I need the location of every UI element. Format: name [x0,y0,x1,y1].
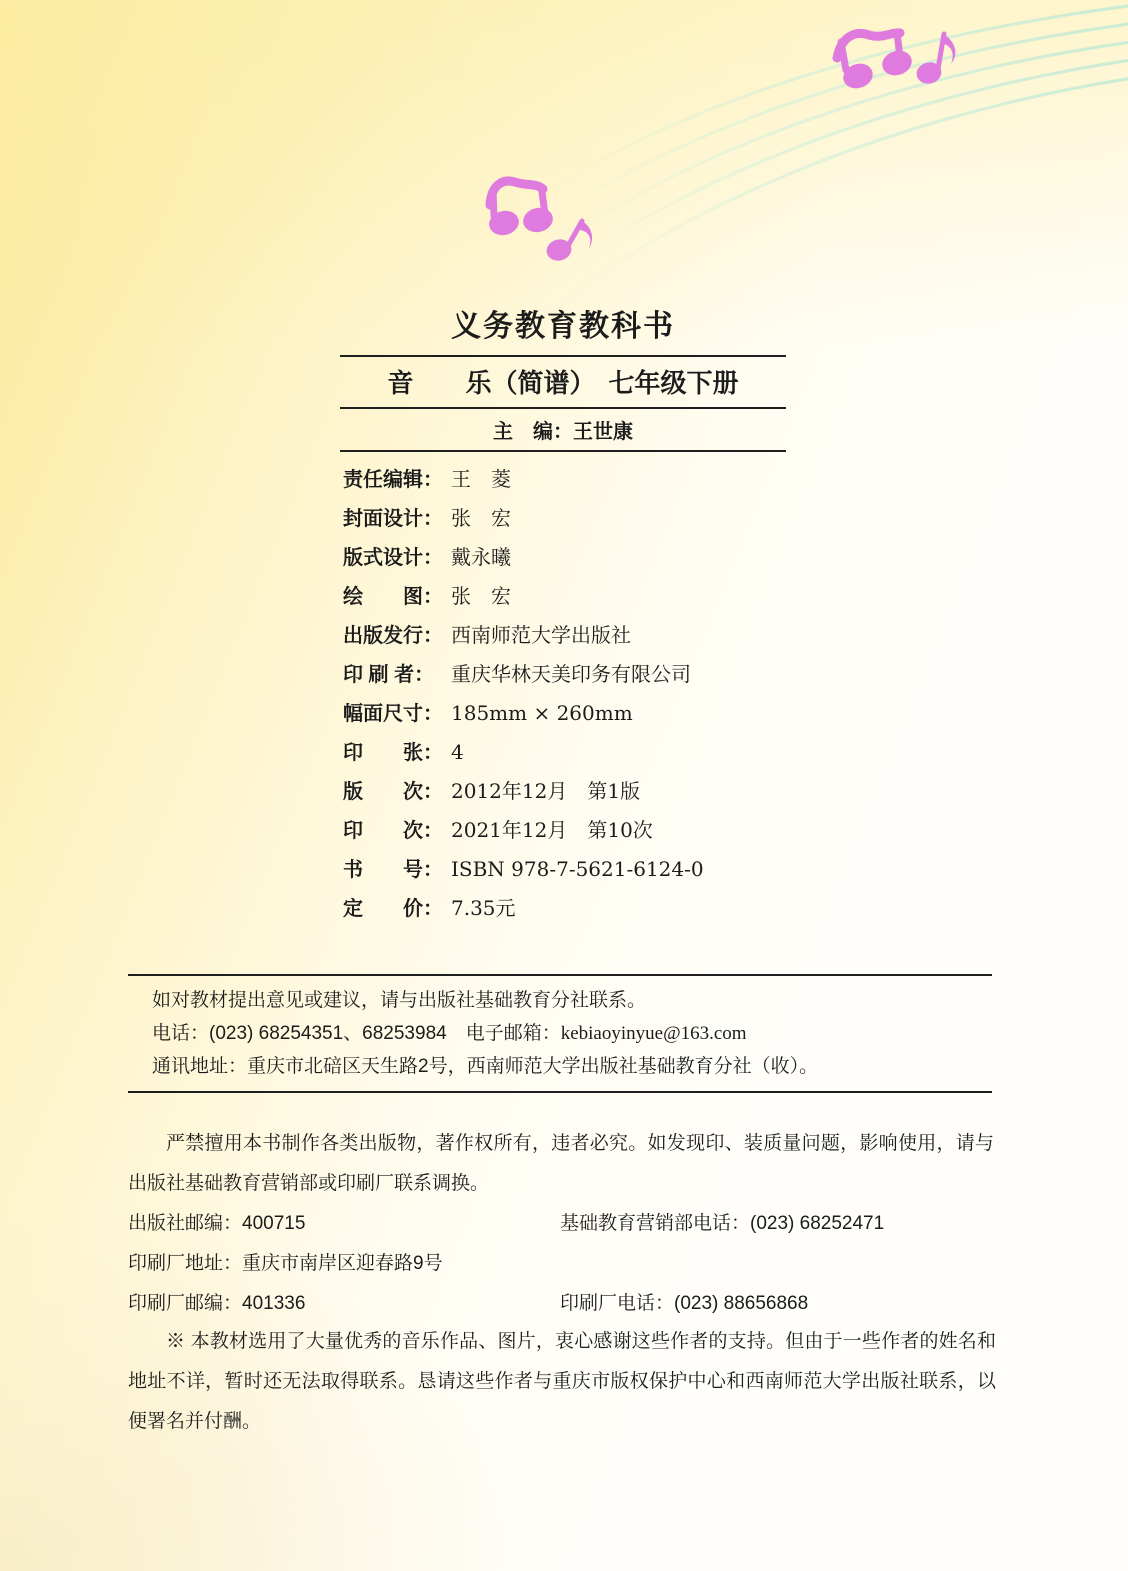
credit-label: 印 刷 者： [343,664,435,686]
credit-label: 定 价： [343,898,443,920]
contact-box [128,974,992,1093]
credit-label: 出版发行： [343,625,443,647]
credit-value: 戴永曦 [451,545,511,569]
publication-credits [343,460,704,928]
credit-row-illustration [343,577,704,616]
credit-value: 7.35元 [451,896,516,920]
credit-value: ISBN 978-7-5621-6124-0 [451,857,704,881]
credit-label: 印 张： [343,742,443,764]
credit-value: 重庆华林天美印务有限公司 [451,662,691,686]
phone-numbers: 电话：(023) 68254351、68253984 电子邮箱： [152,1023,561,1044]
credit-value: 2012年12月 第1版 [451,779,641,803]
phone-email-line [128,1017,992,1050]
credit-value: 西南师范大学出版社 [451,623,631,647]
legal-row-postcode [128,1204,994,1244]
credit-label: 印 次： [343,820,443,842]
title-block [340,301,786,452]
legal-row-printer-postcode [128,1284,994,1324]
printer-address: 印刷厂地址：重庆市南岸区迎春路9号 [128,1253,443,1274]
credit-value: 4 [451,740,464,764]
book-title: 音 乐（简谱） 七年级下册 [340,357,786,409]
printer-postcode: 印刷厂邮编：401336 [128,1293,306,1314]
feedback-note: 如对教材提出意见或建议，请与出版社基础教育分社联系。 [152,990,647,1011]
credit-row-isbn [343,850,704,889]
publisher-postcode: 出版社邮编：400715 [128,1213,306,1234]
beamed-eighth-notes-icon [837,33,915,92]
legal-section [128,1124,994,1324]
credit-label: 版 次： [343,781,443,803]
credit-row-impression [343,811,704,850]
credit-value: 2021年12月 第10次 [451,818,653,842]
email-address: kebiaoyinyue@163.com [560,1023,747,1044]
credit-value: 张 宏 [451,584,511,608]
credit-row-sheets [343,733,704,772]
credit-label: 版式设计： [343,547,443,569]
credit-row-publisher [343,616,704,655]
credit-label: 责任编辑： [343,469,443,491]
credit-row-price [343,889,704,928]
credit-label: 书 号： [343,859,443,881]
series-title: 义务教育教科书 [340,301,786,357]
credit-row-edition [343,772,704,811]
chief-editor-line: 主 编：王世康 [340,409,786,452]
marketing-phone: 基础教育营销部电话：(023) 68252471 [560,1213,885,1234]
credit-value: 185mm × 260mm [451,701,633,725]
beamed-eighth-notes-icon [487,181,556,238]
credit-label: 幅面尺寸： [343,703,443,725]
credit-row-layout-design [343,538,704,577]
credit-row-printer [343,655,704,694]
credit-label: 封面设计： [343,508,443,530]
credit-row-editor [343,460,704,499]
mailing-address: 通讯地址：重庆市北碚区天生路2号，西南师范大学出版社基础教育分社（收）。 [152,1056,819,1077]
credit-value: 张 宏 [451,506,511,530]
acknowledgement-note: ※ 本教材选用了大量优秀的音乐作品、图片，衷心感谢这些作者的支持。但由于一些作者的姓名和地址不详，暂时还无法取得联系。恳请这些作者与重庆市版权保护中心和西南师范大学出版社联系，以便署名并付酬。 [128,1331,996,1432]
printer-phone: 印刷厂电话：(023) 88656868 [560,1293,809,1314]
eighth-note-icon [544,221,592,263]
legal-row-printer-address [128,1244,994,1284]
copyright-notice: 严禁擅用本书制作各类出版物，著作权所有，违者必究。如发现印、装质量问题，影响使用，请与出版社基础教育营销部或印刷厂联系调换。 [128,1133,994,1194]
credit-row-size [343,694,704,733]
credit-row-cover-design [343,499,704,538]
eighth-note-icon [914,34,955,86]
credit-label: 绘 图： [343,586,443,608]
credit-value: 王 菱 [451,467,511,491]
